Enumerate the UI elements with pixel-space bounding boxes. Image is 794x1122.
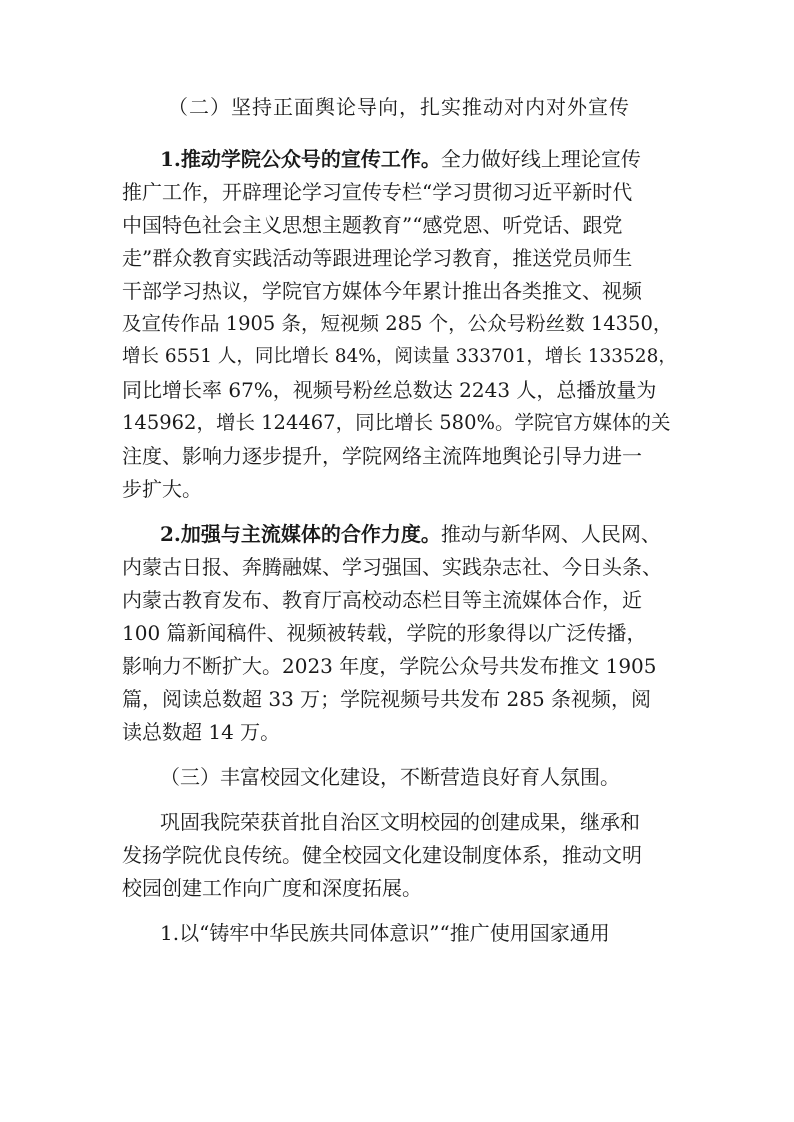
paragraph-line: 145962，增长 124467，同比增长 580%。学院官方媒体的关 xyxy=(122,411,671,434)
paragraph-line: 内蒙古日报、奔腾融媒、学习强国、实践杂志社、今日头条、 xyxy=(122,555,662,579)
paragraph-line: 100 篇新闻稿件、视频被转载，学院的形象得以广泛传播， xyxy=(122,621,647,645)
paragraph-line: 干部学习热议，学院官方媒体今年累计推出各类推文、视频 xyxy=(122,279,642,303)
section-heading: （二）坚持正面舆论导向，扎实推动对内对外宣传 xyxy=(168,95,630,119)
paragraph-line: 影响力不断扩大。2023 年度，学院公众号共发布推文 1905 xyxy=(122,654,657,678)
paragraph-bold-lead: 1.推动学院公众号的宣传工作。 xyxy=(160,147,441,171)
paragraph-line: 校园创建工作向广度和深度拓展。 xyxy=(122,876,422,900)
paragraph-line: 发扬学院优良传统。健全校园文化建设制度体系，推动文明 xyxy=(122,843,642,867)
paragraph-line xyxy=(160,519,682,549)
paragraph-line: 1.以“铸牢中华民族共同体意识”“推广使用国家通用 xyxy=(160,921,610,945)
paragraph-line: 篇，阅读总数超 33 万；学院视频号共发布 285 条视频，阅 xyxy=(122,687,652,711)
paragraph-line: 增长 6551 人，同比增长 84%，阅读量 333701，增长 133528， xyxy=(122,346,677,367)
paragraph-bold-lead: 2.加强与主流媒体的合作力度。 xyxy=(160,522,441,546)
paragraph-line: 步扩大。 xyxy=(122,477,202,501)
paragraph-line: 巩固我院荣获首批自治区文明校园的创建成果，继承和 xyxy=(160,810,640,834)
section-heading: （三）丰富校园文化建设，不断营造良好育人氛围。 xyxy=(160,765,620,789)
paragraph-line: 同比增长率 67%，视频号粉丝总数达 2243 人，总播放量为 xyxy=(122,378,657,402)
paragraph-line: 内蒙古教育发布、教育厅高校动态栏目等主流媒体合作，近 xyxy=(122,588,642,612)
paragraph-line xyxy=(160,144,682,174)
paragraph-line: 推广工作，开辟理论学习宣传专栏“学习贯彻习近平新时代 xyxy=(122,180,633,204)
paragraph-line: 读总数超 14 万。 xyxy=(122,720,281,744)
paragraph-line: 注度、影响力逐步提升，学院网络主流阵地舆论引导力进一 xyxy=(122,444,642,468)
paragraph-line: 走”群众教育实践活动等跟进理论学习教育，推送党员师生 xyxy=(122,246,633,270)
paragraph-text: 全力做好线上理论宣传 xyxy=(440,147,641,171)
paragraph-text: 推动与新华网、人民网、 xyxy=(440,522,661,546)
paragraph-line: 及宣传作品 1905 条，短视频 285 个，公众号粉丝数 14350， xyxy=(122,312,673,335)
paragraph-line: 中国特色社会主义思想主题教育”“感党恩、听党话、跟党 xyxy=(122,213,623,237)
